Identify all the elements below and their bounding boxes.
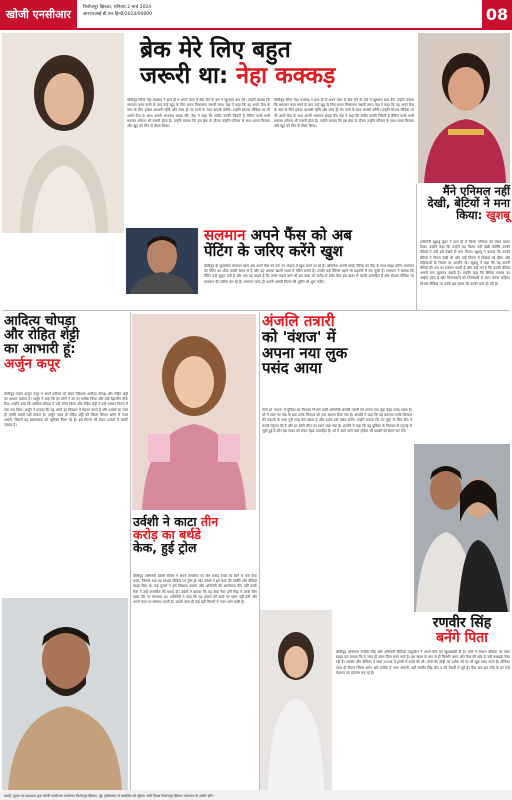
neha-headline-line2: जरूरी था:: [140, 63, 229, 90]
anjali-headline-line3: अपना नया लुक: [262, 343, 348, 362]
khushbu-headline-name: खुशबू: [486, 208, 510, 223]
salman-headline-line1: अपने फैंस को अब: [250, 226, 352, 244]
khushbu-headline: [420, 185, 510, 221]
urvashi-headline-line1b: तीन: [200, 514, 219, 529]
column-divider-2: [259, 312, 260, 790]
neha-body-col2: बॉलीवुड सिंगर नेहा कक्कड़ ने हाल ही में अपने काम से ब्रेक लेने के बारे में खुलकर बात की। उन्होंने बताया कि लगातार काम करने के बाद उन्हें खुद के लिए समय निकालना जरूरी लगा। नेहा ने कहा कि वह अपने फैंस के प्यार के लिए हमेशा आभारी रहेंगी और जल्द ही नए गानों के साथ वापसी करेंगी। उन्होंने सोशल मीडिया पर भी अपने फैंस के साथ अपनी भावनाएं साझा कीं। नेहा ने कहा कि संगीत उनकी जिंदगी है लेकिन कभी-कभी रुककर सोचना भी जरूरी होता है। उन्होंने बताया कि इस ब्रेक के दौरान उन्होंने परिवार के साथ समय बिताया और खुद को फिर से तैयार किया।: [274, 98, 414, 129]
neha-photo: [2, 33, 124, 233]
khushbu-photo: [418, 33, 510, 183]
khushbu-body: अभिनेत्री खुशबू सुंदर ने हाल ही में फिल्म एनिमल को लेकर बयान दिया। उन्होंने कहा कि उन्होंने यह फिल्म नहीं देखी क्योंकि उनकी बेटियों ने उन्हें इसे देखने से मना किया। खुशबू ने बताया कि उनकी बेटियों ने फिल्म देखी थी और उन्हें फिल्म में दिखाई गई हिंसा और महिलाओं के चित्रण पर आपत्ति थी। खुशबू ने कहा कि वह अपनी बेटियों की राय का सम्मान करती हैं और उन्हें गर्व है कि उनकी बेटियां अपनी बात खुलकर रखती हैं। उन्होंने कहा कि सिनेमा समाज का आईना होता है और फिल्मकारों को जिम्मेदारी से काम करना चाहिए। सोशल मीडिया पर उनके इस बयान की काफी चर्चा हो रही है।: [420, 240, 510, 286]
brand-name: खोजी एनसीआर: [0, 0, 77, 28]
urvashi-headline-line2: करोड़ का बर्थडे: [133, 527, 201, 543]
ranveer-headline: [414, 616, 510, 645]
dateline-reg: आरएनआई-डी.एल.हिन्दी/2024/00000: [82, 12, 153, 17]
divider-mid: [2, 310, 510, 311]
aditya-headline-line1: आदित्य चोपड़ा: [4, 313, 76, 329]
ranveer-body: बॉलीवुड अभिनेता रणवीर सिंह और अभिनेत्री दीपिका पादुकोण ने अपने फैंस को खुशखबरी दी है। दोनों ने सोशल मीडिया पर पोस्ट साझा कर बताया कि वे जल्द ही माता-पिता बनने वाले हैं। इस खबर के बाद से ही फिल्मी जगत और फैंस की ओर से उन्हें बधाइयां मिल रही हैं। रणवीर और दीपिका ने साल 2018 में इटली में शादी की थी। दोनों की जोड़ी को दर्शक पर्दे पर भी खूब पसंद करते हैं। दीपिका जल्द ही फिल्म सिंघम अगेन और कल्कि में नजर आएंगी, वहीं रणवीर सिंह डॉन 3 की तैयारी में जुटे हैं। फैंस अब इस जोड़े के घर नन्हे मेहमान का इंतजार कर रहे हैं।: [336, 650, 510, 675]
neha-body-col1: बॉलीवुड सिंगर नेहा कक्कड़ ने हाल ही में अपने काम से ब्रेक लेने के बारे में खुलकर बात की। उन्होंने बताया कि लगातार काम करने के बाद उन्हें खुद के लिए समय निकालना जरूरी लगा। नेहा ने कहा कि वह अपने फैंस के प्यार के लिए हमेशा आभारी रहेंगी और जल्द ही नए गानों के साथ वापसी करेंगी। उन्होंने सोशल मीडिया पर भी अपने फैंस के साथ अपनी भावनाएं साझा कीं। नेहा ने कहा कि संगीत उनकी जिंदगी है लेकिन कभी-कभी रुककर सोचना भी जरूरी होता है। उन्होंने बताया कि इस ब्रेक के दौरान उन्होंने परिवार के साथ समय बिताया और खुद को फिर से तैयार किया।: [127, 98, 270, 129]
khushbu-headline-line3: किया:: [456, 208, 483, 223]
salman-headline-name: सलमान: [204, 226, 246, 244]
anjali-headline-line4: पसंद आया: [262, 359, 322, 378]
aditya-headline-line2: और रोहित शेट्टी: [4, 327, 80, 344]
ranveer-deepika-photo: [414, 444, 510, 612]
ranveer-headline-line2: बनेंगे पिता: [436, 629, 488, 646]
neha-headline-line1: ब्रेक मेरे लिए बहुत: [140, 37, 291, 63]
khushbu-headline-line1: मैंने एनिमल नहीं: [442, 184, 510, 198]
urvashi-headline-line3: केक, हुई ट्रोल: [133, 540, 197, 556]
salman-body: बॉलीवुड के सुपरस्टार सलमान खान अब अपने फैंस को एक नए अंदाज में खुश करने जा रहे हैं। अभिनेता अपनी बनाई पेंटिंग्स को फैंस के साथ साझा करेंगे। सलमान को पेंटिंग का शौक काफी समय से है और वह अक्सर खाली समय में पेंटिंग बनाते हैं। उनकी कई पेंटिंग्स पहले भी प्रदर्शनी में लग चुकी हैं। सलमान ने बताया कि पेंटिंग उन्हें सुकून देती है और अब वह चाहते हैं कि उनके चाहने वाले भी इस कला को करीब से देखें। फैंस इस खबर से काफी उत्साहित हैं और सोशल मीडिया पर सलमान की तारीफ कर रहे हैं। सलमान जल्द ही अपनी अगली फिल्म की शूटिंग भी शुरू करेंगे।: [204, 264, 414, 284]
page-number: 08: [482, 0, 512, 28]
salman-photo: [126, 228, 198, 294]
column-divider-3: [416, 184, 417, 310]
dateline: [77, 0, 482, 28]
anjali-headline-line1: अंजलि तत्रारी: [262, 312, 335, 330]
aditya-headline-name: अर्जुन कपूर: [4, 355, 61, 372]
neha-headline-name: नेहा कक्कड़: [236, 63, 336, 90]
aditya-headline-line3: का आभारी हूं:: [4, 341, 76, 358]
masthead: [0, 0, 512, 30]
imprint-footer: स्वामी, मुद्रक एवं प्रकाशक द्वारा खोजी एनसीआर कार्यालय फिरोजपुर झिरका, नूंह (हरियाणा) से प्रकाशित एवं मुद्रित। सभी विवाद फिरोजपुर झिरका न्यायालय के अधीन होंगे।: [0, 790, 512, 800]
ranveer-headline-line1: रणवीर सिंह: [432, 615, 492, 631]
aditya-headline: [4, 314, 128, 371]
dateline-date: फिरोजपुर झिरका, शनिवार 2 मार्च 2024: [82, 5, 152, 10]
salman-headline: [204, 228, 416, 260]
aditya-body: बॉलीवुड एक्टर अर्जुन कपूर ने अपने करियर को लेकर निर्देशक आदित्य चोपड़ा और रोहित शेट्टी का आभार जताया है। अर्जुन ने कहा कि इन दोनों ने उन पर भरोसा किया और उन्हें बेहतरीन मौके दिए। उन्होंने कहा कि आदित्य चोपड़ा ने उन्हें लॉन्च किया और रोहित शेट्टी ने उन्हें एक्शन फिल्म में नया रूप दिया। अर्जुन ने बताया कि वह अपने हर किरदार में मेहनत करते हैं और दर्शकों का प्यार ही उनकी सबसे बड़ी ताकत है। अर्जुन जल्द ही रोहित शेट्टी की फिल्म सिंघम अगेन में नजर आएंगे, जिसमें वह खलनायक की भूमिका निभा रहे हैं। इस फिल्म को लेकर दर्शकों में काफी उत्साह है।: [4, 392, 128, 428]
anjali-photo: [260, 610, 332, 790]
urvashi-photo: [132, 314, 256, 510]
anjali-headline-line2: को 'वंशज' में: [262, 327, 336, 346]
column-divider-1: [130, 312, 131, 790]
anjali-body: टीवी शो 'वंशज' में युविका का किरदार निभाने वाली अभिनेत्री अंजलि तत्रारी को अपना नया लुक बेहद पसंद आया है। शो में आए नए मोड़ के बाद उनके किरदार को नया अंदाज दिया गया है। अंजलि ने कहा कि यह बदलाव उनके किरदार की कहानी के साथ पूरी तरह मेल खाता है और दर्शक इसे पसंद करेंगे। उन्होंने बताया कि नए लुक के लिए टीम ने काफी मेहनत की है और हर छोटी चीज का ध्यान रखा गया है। अंजलि ने कहा कि वह युविका के किरदार से गहराई से जुड़ी हुई हैं और इस सफर को लेकर बेहद उत्साहित हैं। शो में आगे आने वाले ट्विस्ट भी दर्शकों को हैरान कर देंगे।: [262, 408, 412, 433]
salman-headline-line2: पेंटिंग के जरिए करेंगे खुश: [204, 241, 343, 260]
arjun-photo: [2, 598, 128, 790]
khushbu-headline-line2: देखी, बेटियों ने मना: [427, 196, 510, 211]
urvashi-body: बॉलीवुड अभिनेत्री उर्वशी रौतेला ने अपने जन्मदिन पर तीन करोड़ रुपये का सोने से बना केक काटा, जिसके बाद वह सोशल मीडिया पर ट्रोल हो गईं। उर्वशी ने इस केक की तस्वीरें और वीडियो साझा किए थे। कई यूजर्स ने इसे दिखावा बताया और अभिनेत्री की आलोचना की। वहीं उनके फैंस ने उन्हें जन्मदिन की बधाई दी। उर्वशी ने बताया कि यह केक रैपर हनी सिंह ने उनके लिए खास तौर पर मंगवाया था। अभिनेत्री ने कहा कि वह ट्रोलर्स की बातों पर ध्यान नहीं देतीं और अपने काम पर फोकस करती हैं। उर्वशी जल्द ही कई बड़ी फिल्मों में नजर आने वाली हैं।: [133, 574, 257, 605]
urvashi-headline: [133, 515, 257, 554]
urvashi-headline-line1a: उर्वशी ने काटा: [133, 514, 197, 529]
neha-headline: [140, 38, 430, 88]
anjali-headline: [262, 314, 412, 377]
